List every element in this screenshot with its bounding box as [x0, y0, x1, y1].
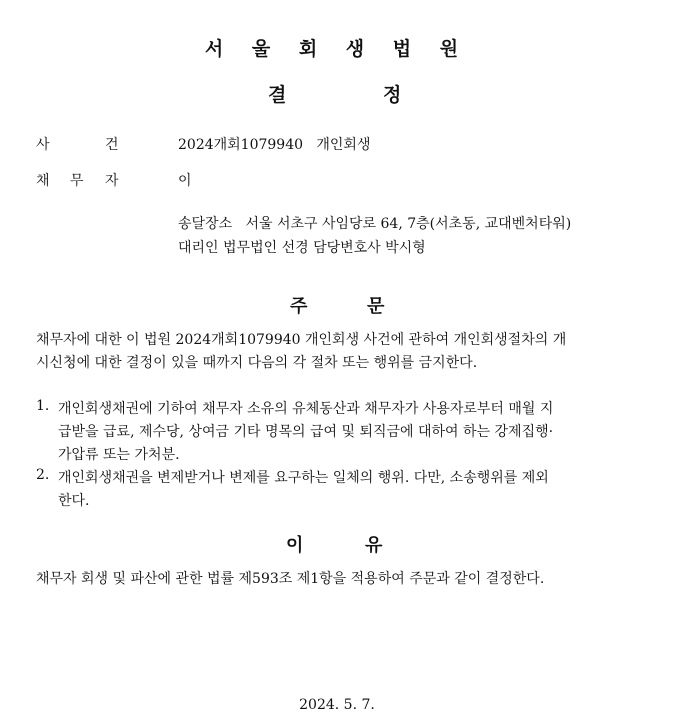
debtor-label-3: 자 [105, 173, 119, 189]
reason-text: 채무자 회생 및 파산에 관한 법률 제593조 제1항을 적용하여 주문과 같이 결정한다. [36, 571, 545, 587]
order-item-1-number: 1. [36, 398, 50, 414]
service-address: 송달장소 서울 서초구 사임당로 64, 7층(서초동, 교대벤처타워) [178, 216, 572, 232]
decision-date: 2024. 5. 7. [299, 697, 375, 713]
case-label-left: 사 [36, 137, 50, 153]
order-item-1-line-1: 개인회생채권에 기하여 채무자 소유의 유체동산과 채무자가 사용자로부터 매월 지 [58, 401, 554, 417]
order-item-1-line-2: 급받을 급료, 제수당, 상여금 기타 명목의 급여 및 퇴직금에 대하여 하는 강제집행· [58, 424, 554, 440]
case-label-right: 건 [105, 137, 119, 153]
reason-heading-right: 유 [365, 535, 383, 556]
doc-title-left: 결 [268, 84, 287, 106]
order-item-1-line-3: 가압류 또는 가처분. [58, 447, 180, 463]
doc-title-right: 정 [383, 84, 402, 106]
order-intro-line-2: 시신청에 대한 결정이 있을 때까지 다음의 각 절차 또는 행위를 금지한다. [36, 355, 478, 371]
order-heading-right: 문 [367, 296, 385, 317]
debtor-agent: 대리인 법무법인 선경 담당변호사 박시형 [178, 240, 426, 256]
debtor-label-2: 무 [70, 173, 84, 189]
case-number: 2024개회1079940 개인회생 [178, 137, 371, 153]
debtor-name: 이 [178, 173, 192, 189]
order-item-2-line-2: 한다. [58, 493, 90, 509]
order-item-2-number: 2. [36, 467, 50, 483]
reason-heading-left: 이 [286, 535, 304, 556]
order-intro-line-1: 채무자에 대한 이 법원 2024개회1079940 개인회생 사건에 관하여 개인회생절차의 개 [36, 332, 567, 348]
order-item-2-line-1: 개인회생채권을 변제받거나 변제를 요구하는 일체의 행위. 다만, 소송행위를 제외 [58, 470, 549, 486]
court-name: 서 울 회 생 법 원 [204, 38, 470, 60]
order-heading-left: 주 [290, 296, 308, 317]
debtor-label-1: 채 [36, 173, 50, 189]
